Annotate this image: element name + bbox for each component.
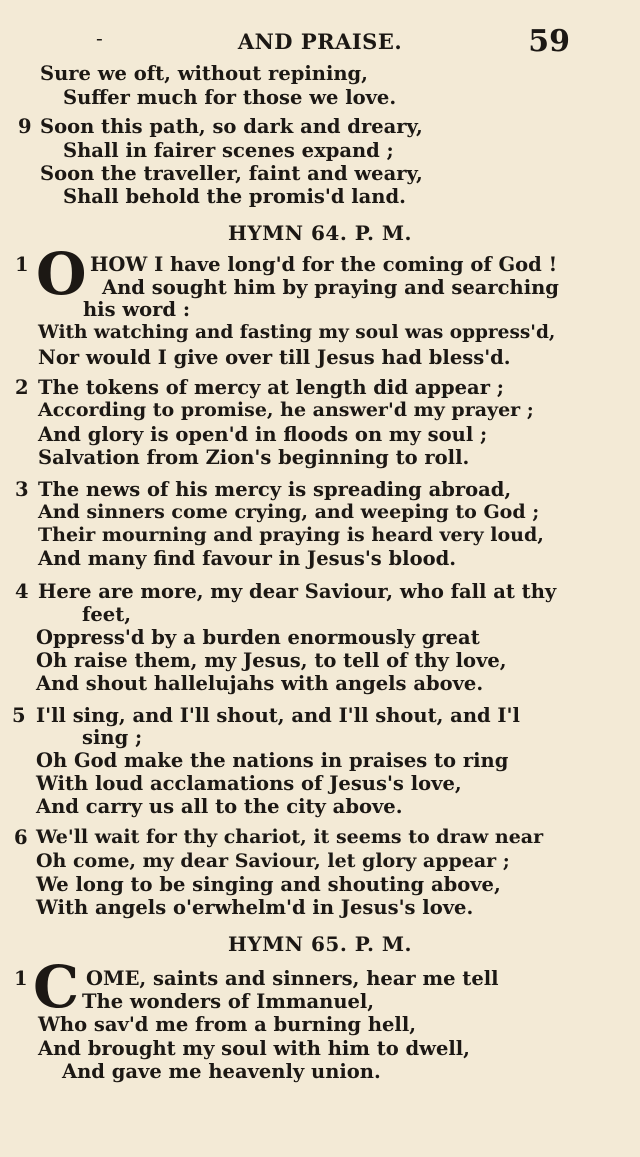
verse-line: Shall behold the promis'd land. — [63, 185, 406, 208]
page-header — [0, 24, 640, 60]
verse-line: Sure we oft, without repining, — [40, 62, 368, 85]
verse-line: Soon the traveller, faint and weary, — [40, 162, 423, 185]
running-title: AND PRAISE. — [237, 29, 403, 54]
verse-line: Oppress'd by a burden enormously great — [36, 626, 480, 649]
verse-line: Oh God make the nations in praises to ring — [36, 749, 509, 772]
verse-line: We'll wait for thy chariot, it seems to draw near — [36, 826, 544, 848]
verse-line: Soon this path, so dark and dreary, — [40, 115, 423, 138]
verse-line: And carry us all to the city above. — [36, 795, 403, 818]
verse-line: Oh come, my dear Saviour, let glory appear ; — [36, 850, 510, 872]
verse-line: And brought my soul with him to dwell, — [38, 1037, 470, 1060]
verse-line: I'll sing, and I'll shout, and I'll shout, and I'l — [36, 704, 520, 727]
verse-line: his word : — [83, 298, 191, 321]
verse-line: And many find favour in Jesus's blood. — [38, 547, 457, 570]
verse-line: Nor would I give over till Jesus had bless'd. — [38, 346, 511, 369]
verse-line: And glory is open'd in floods on my soul ; — [38, 423, 488, 446]
hymn-title: HYMN 65. P. M. — [227, 932, 413, 956]
verse-line: feet, — [82, 603, 131, 626]
verse-number: 4 — [15, 580, 29, 603]
verse-line: The tokens of mercy at length did appear ; — [38, 376, 504, 399]
verse-line: Shall in fairer scenes expand ; — [63, 139, 394, 162]
verse-line: The wonders of Immanuel, — [82, 990, 375, 1013]
verse-line: sing ; — [82, 726, 143, 749]
verse-line: With angels o'erwhelm'd in Jesus's love. — [36, 896, 474, 919]
verse-line: And gave me heavenly union. — [62, 1060, 381, 1083]
verse-line: And sinners come crying, and weeping to God ; — [38, 501, 540, 523]
verse-line: Who sav'd me from a burning hell, — [38, 1013, 417, 1036]
verse-number: 2 — [15, 376, 29, 399]
verse-number: 9 — [18, 115, 32, 138]
drop-cap: O — [36, 240, 87, 308]
verse-line: With watching and fasting my soul was oppress'd, — [38, 322, 556, 343]
drop-cap: C — [33, 953, 80, 1021]
hymn-title: HYMN 64. P. M. — [227, 221, 413, 245]
verse-line: Salvation from Zion's beginning to roll. — [38, 446, 470, 469]
verse-number: 3 — [15, 478, 29, 501]
verse-number: 1 — [15, 253, 29, 276]
header-dash: - — [96, 26, 103, 50]
verse-line: Their mourning and praying is heard very loud, — [38, 524, 544, 546]
verse-line: With loud acclamations of Jesus's love, — [36, 772, 462, 795]
page-number: 59 — [528, 24, 570, 59]
verse-line: We long to be singing and shouting above, — [36, 873, 501, 896]
verse-line: HOW I have long'd for the coming of God ! — [90, 253, 558, 276]
verse-number: 6 — [14, 826, 28, 849]
verse-line: The news of his mercy is spreading abroad, — [38, 478, 512, 501]
verse-line: According to promise, he answer'd my prayer ; — [38, 399, 534, 421]
verse-line: Here are more, my dear Saviour, who fall at thy — [38, 580, 557, 603]
verse-line: Oh raise them, my Jesus, to tell of thy love, — [36, 649, 507, 672]
verse-line: Suffer much for those we love. — [63, 86, 397, 109]
verse-line: And sought him by praying and searching — [102, 276, 559, 299]
verse-line: OME, saints and sinners, hear me tell — [86, 967, 499, 990]
verse-line: And shout hallelujahs with angels above. — [36, 672, 484, 695]
verse-number: 1 — [14, 967, 28, 990]
verse-number: 5 — [12, 704, 26, 727]
